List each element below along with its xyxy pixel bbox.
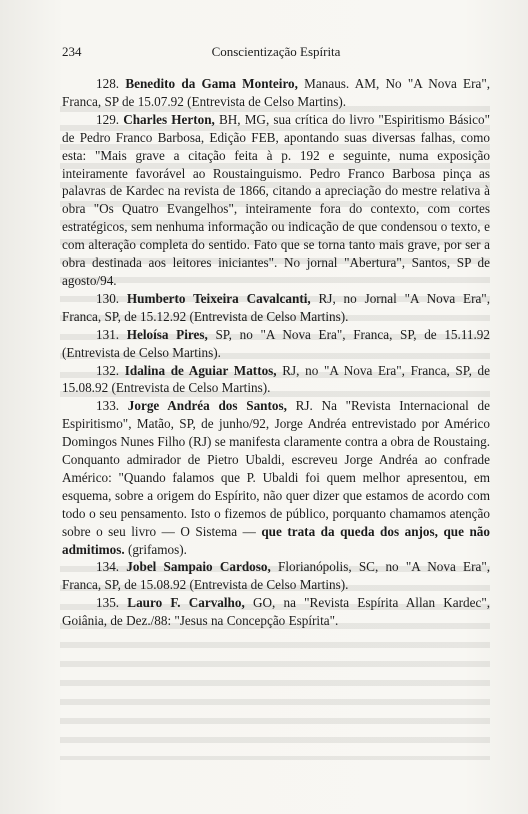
entry-text: BH, MG, sua crítica do livro "Espiritismo Básico" de Pedro Franco Barbosa, Edição FEB, apontando suas diversas falhas, como esta: "Mais grave a citação feita à p. 192 e seguinte, numa exposição inteiramente favorável ao Roustainguismo. Pedro Franco Barbosa pinça as palavras de Kardec na revista de 1866, citando a apreciação do mestre relativa à obra "Os Quatro Evangelhos", inteiramente fora do contexto, com cortes estratégicos, sem nenhuma informação ou indicação de que condensou o texto, e com alteração completa do sentido. Fato que se torna tanto mais grave, por ser a obra destinada aos leitores iniciantes". No jornal "Abertura", Santos, SP de agosto/94. [62, 111, 491, 288]
entry-number: 132. [96, 362, 120, 378]
entry-name: Charles Herton, [123, 111, 215, 127]
entry-number: 130. [96, 290, 120, 306]
entry-text: RJ. Na "Revista Internacional de Espiritismo", Matão, SP, de junho/92, Jorge Andréa entrevistado por Américo Domingos Nunes Filho (RJ) se manifesta claramente contra a obra de Roustaing. Conquanto admirador de Pietro Ubaldi, escreveu Jorge Andréa ao confrade Américo: "Quando falamos que P. Ubaldi foi quem melhor apresentou, em esquema, sobre a origem do Espírito, não quer dizer que estamos de acordo com todo o seu pensamento. Isto o fizemos de público, porquanto chamamos atenção sobre o seu livro — O Sistema — [62, 398, 490, 539]
entry-number: 129. [96, 111, 120, 127]
entry-number: 133. [96, 398, 120, 414]
entry-number: 135. [96, 595, 120, 611]
entry-text: SP, no "A Nova Era", Franca, SP, de 15.11.92 (Entrevista de Celso Martins). [62, 326, 490, 360]
entry-text: RJ, no "A Nova Era", Franca, SP, de 15.08.92 (Entrevista de Celso Martins). [62, 362, 491, 396]
entry-tail: (grifamos). [124, 541, 187, 557]
entry-134 [62, 558, 490, 594]
entry-135 [62, 594, 490, 630]
entry-name: Idalina de Aguiar Mattos, [124, 362, 277, 378]
page-number: 234 [62, 44, 82, 59]
entry-text: Manaus. AM, No "A Nova Era", Franca, SP de 15.07.92 (Entrevista de Celso Martins). [62, 76, 491, 109]
entry-name: Heloísa Pires, [126, 326, 208, 342]
entry-129 [62, 111, 490, 290]
entry-emphasis: que trata da queda dos anjos, que não admitimos. [62, 523, 490, 557]
entry-number: 134. [96, 559, 120, 575]
entry-name: Benedito da Gama Monteiro, [125, 76, 298, 91]
entry-name: Jorge Andréa dos Santos, [127, 398, 287, 414]
entry-text: GO, na "Revista Espírita Allan Kardec", Goiânia, de Dez./88: "Jesus na Concepção Espírita". [62, 595, 491, 629]
entry-name: Jobel Sampaio Cardoso, [126, 559, 271, 575]
entry-name: Lauro F. Carvalho, [127, 595, 245, 611]
entry-128 [62, 75, 490, 111]
entry-text: RJ, no Jornal "A Nova Era", Franca, SP, de 15.12.92 (Entrevista de Celso Martins). [62, 290, 490, 324]
entry-131 [62, 326, 490, 362]
entry-name: Humberto Teixeira Cavalcanti, [126, 290, 311, 306]
body-text [62, 75, 490, 630]
page-header [62, 44, 490, 64]
entry-text: Florianópolis, SC, no "A Nova Era", Franca, SP, de 15.08.92 (Entrevista de Celso Martins). [62, 559, 491, 593]
entry-number: 131. [96, 326, 120, 342]
running-title: Conscientização Espírita [211, 44, 341, 59]
entry-130 [62, 290, 490, 326]
entry-number: 128. [96, 76, 120, 91]
entry-133 [62, 397, 490, 558]
entry-132 [62, 362, 490, 398]
